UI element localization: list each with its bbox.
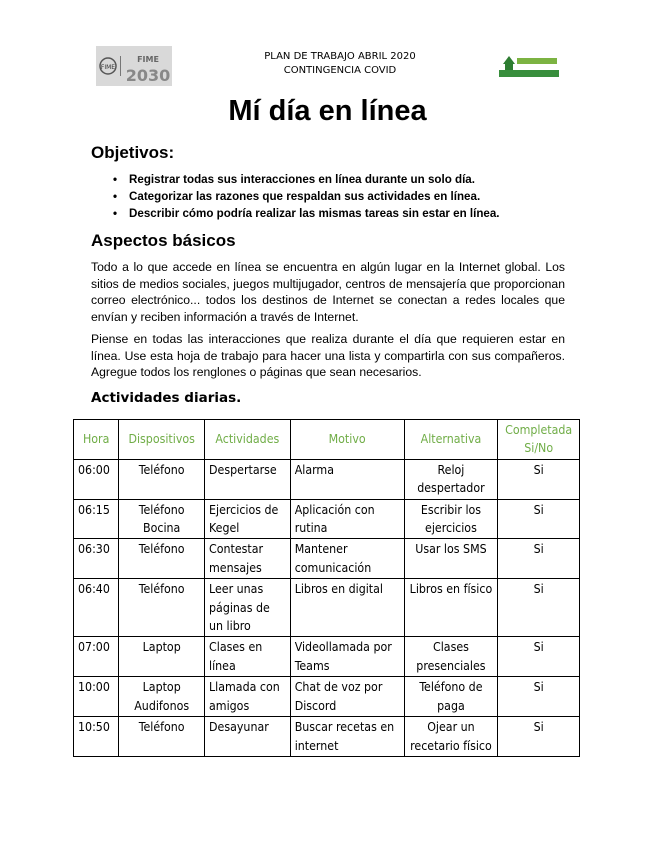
cell-hora: 06:40 <box>74 579 119 637</box>
basics-paragraph-2: Piense en todas las interacciones que realiza durante el día que requieren estar en línea. Use esta hoja de trabajo para hacer una lista y compartirla con sus compañeros. Agregue todos los renglones o páginas que sean necesarios. <box>91 332 565 379</box>
cell-motivo: Mantener comunicación <box>290 539 404 579</box>
table-row <box>74 499 580 539</box>
header-line-1: PLAN DE TRABAJO ABRIL 2020 <box>264 51 416 62</box>
cell-alternativa: Libros en físico <box>404 579 498 637</box>
list-item: • Categorizar las razones que respaldan sus actividades en línea. <box>91 188 500 205</box>
table-header-row <box>74 420 580 460</box>
page-title: Mí día en línea <box>228 95 427 127</box>
cell-completada: Si <box>498 499 580 539</box>
cell-alternativa: Ojear un recetario físico <box>404 717 498 757</box>
objectives-heading: Objetivos: <box>91 143 175 162</box>
cell-hora: 10:50 <box>74 717 119 757</box>
cell-dispositivos: Teléfono <box>119 459 205 499</box>
cell-motivo: Alarma <box>290 459 404 499</box>
cell-actividades: Llamada con amigos <box>205 677 291 717</box>
basics-paragraph-1: Todo a lo que accede en línea se encuentra en algún lugar en la Internet global. Los sitios de medios sociales, juegos multijugador, centros de mensajería que proporcionan correo electrónico... todos los destinos de Internet se conectan a redes locales que envían y reciben información a través de Internet. <box>91 260 565 324</box>
cell-hora: 06:15 <box>74 499 119 539</box>
cell-motivo: Aplicación con rutina <box>290 499 404 539</box>
cell-dispositivos: Teléfono Bocina <box>119 499 205 539</box>
column-header-hora: Hora <box>74 420 119 460</box>
column-header-actividades: Actividades <box>205 420 291 460</box>
cell-actividades: Desayunar <box>205 717 291 757</box>
table-row <box>74 637 580 677</box>
list-item: • Describir cómo podría realizar las mismas tareas sin estar en línea. <box>91 205 500 222</box>
cell-dispositivos: Laptop <box>119 637 205 677</box>
cell-dispositivos: Teléfono <box>119 717 205 757</box>
cell-actividades: Despertarse <box>205 459 291 499</box>
table-row <box>74 459 580 499</box>
cell-completada: Si <box>498 637 580 677</box>
institution-logo <box>497 50 561 80</box>
cell-completada: Si <box>498 677 580 717</box>
cell-completada: Si <box>498 717 580 757</box>
cell-hora: 06:30 <box>74 539 119 579</box>
cell-completada: Si <box>498 579 580 637</box>
cell-alternativa: Escribir los ejercicios <box>404 499 498 539</box>
cell-motivo: Libros en digital <box>290 579 404 637</box>
table-row <box>74 579 580 637</box>
svg-text:2030: 2030 <box>125 66 171 85</box>
table-row <box>74 539 580 579</box>
basics-heading: Aspectos básicos <box>91 231 236 250</box>
cell-alternativa: Clases presenciales <box>404 637 498 677</box>
cell-dispositivos: Teléfono <box>119 579 205 637</box>
cell-hora: 06:00 <box>74 459 119 499</box>
cell-alternativa: Reloj despertador <box>404 459 498 499</box>
cell-actividades: Contestar mensajes <box>205 539 291 579</box>
table-heading: Actividades diarias. <box>91 390 242 406</box>
svg-text:FIME: FIME <box>137 55 159 64</box>
cell-completada: Si <box>498 459 580 499</box>
column-header-dispositivos: Dispositivos <box>119 420 205 460</box>
table-row <box>74 717 580 757</box>
cell-dispositivos: Laptop Audifonos <box>119 677 205 717</box>
cell-actividades: Clases en línea <box>205 637 291 677</box>
list-item: • Registrar todas sus interacciones en línea durante un solo día. <box>91 171 500 188</box>
svg-text:FIME: FIME <box>100 64 116 71</box>
cell-actividades: Ejercicios de Kegel <box>205 499 291 539</box>
cell-actividades: Leer unas páginas de un libro <box>205 579 291 637</box>
objectives-list <box>91 171 500 222</box>
cell-completada: Si <box>498 539 580 579</box>
cell-dispositivos: Teléfono <box>119 539 205 579</box>
document-header <box>230 50 450 78</box>
fime-logo <box>96 46 172 86</box>
cell-motivo: Videollamada por Teams <box>290 637 404 677</box>
cell-motivo: Buscar recetas en internet <box>290 717 404 757</box>
column-header-completada: Completada Si/No <box>498 420 580 460</box>
header-line-2: CONTINGENCIA COVID <box>283 65 397 76</box>
cell-alternativa: Usar los SMS <box>404 539 498 579</box>
cell-hora: 07:00 <box>74 637 119 677</box>
cell-motivo: Chat de voz por Discord <box>290 677 404 717</box>
table-row <box>74 677 580 717</box>
column-header-motivo: Motivo <box>290 420 404 460</box>
cell-alternativa: Teléfono de paga <box>404 677 498 717</box>
column-header-alternativa: Alternativa <box>404 420 498 460</box>
cell-hora: 10:00 <box>74 677 119 717</box>
activities-table <box>73 419 580 757</box>
